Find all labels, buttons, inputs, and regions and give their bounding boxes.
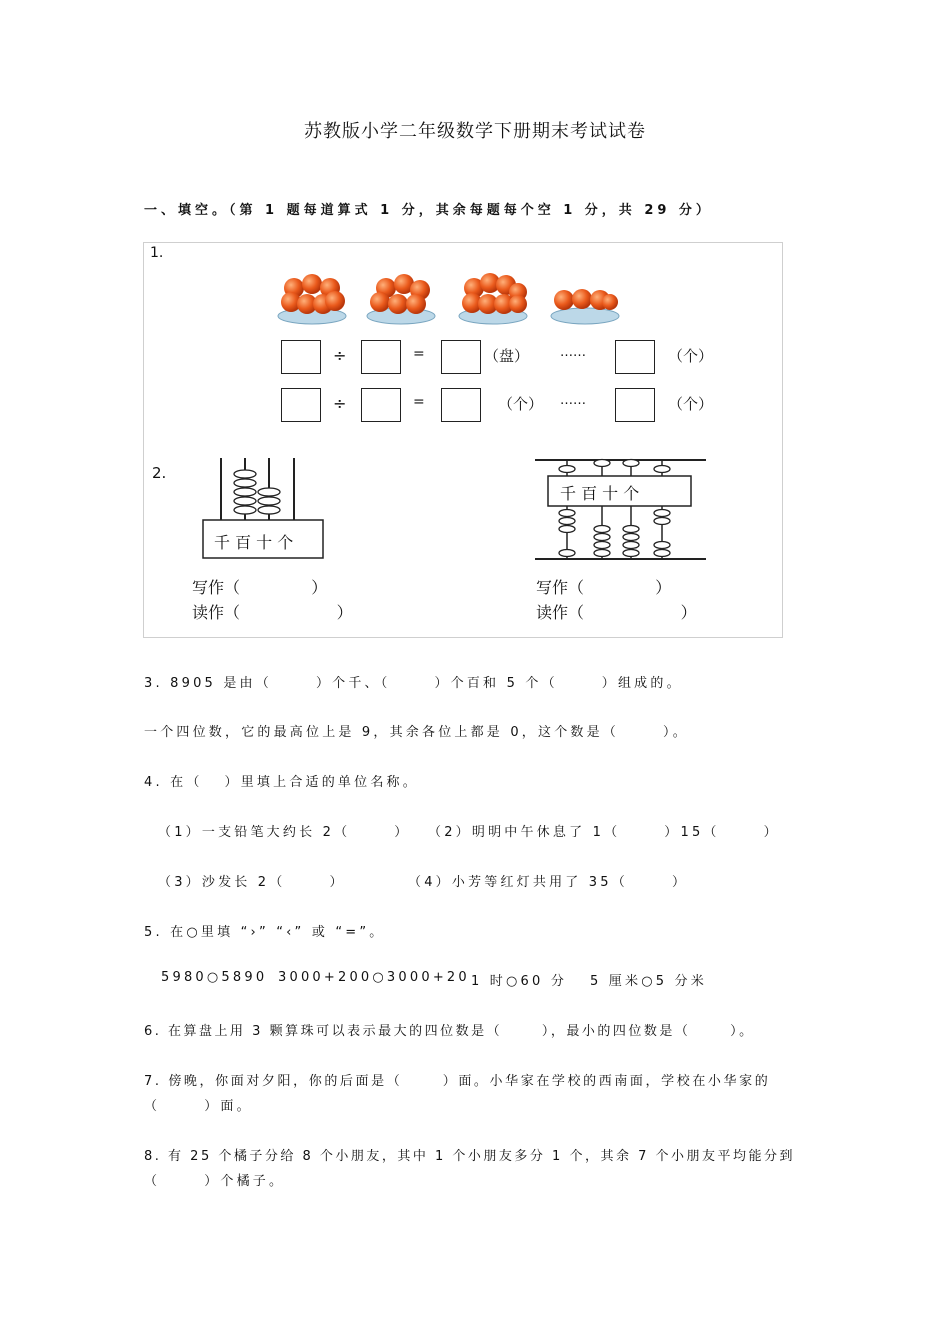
write-left: 写作（ ）	[192, 578, 328, 597]
plate-4	[551, 289, 619, 324]
section-heading: 一、填空。（第 1 题每道算式 1 分，其余每题每个空 1 分，共 29 分）	[144, 203, 713, 218]
answer-box-1d[interactable]	[615, 340, 655, 374]
abacus-right-label: 千 百 十 个	[560, 484, 640, 503]
remainder-dots: ……	[560, 345, 586, 360]
unit-label: （盘）	[484, 347, 530, 365]
question-5a: 5980○5890	[161, 970, 268, 985]
read-left: 读作（ ）	[192, 603, 353, 622]
question-4-3: （3）沙发长 2（ ）	[158, 875, 346, 890]
abacus-right	[533, 456, 713, 566]
question-4-2: （2）明明中午休息了 1（ ）15（ ）	[428, 825, 780, 840]
answer-box-1a[interactable]	[281, 340, 321, 374]
unit-label: （个）	[668, 395, 714, 413]
question-4: 4. 在（ ）里填上合适的单位名称。	[144, 775, 419, 790]
question-4-1: （1）一支铅笔大约长 2（ ）	[158, 825, 411, 840]
unit-label: （个）	[668, 347, 714, 365]
abacus-left-label: 千 百 十 个	[214, 533, 294, 552]
answer-box-2b[interactable]	[361, 388, 401, 422]
plate-2	[367, 274, 435, 324]
question-8b: （ ）个橘子。	[144, 1174, 286, 1189]
question-7b: （ ）面。	[144, 1099, 253, 1114]
equals-sign: =	[413, 346, 425, 362]
remainder-dots: ……	[560, 393, 586, 408]
write-right: 写作（ ）	[536, 578, 672, 597]
page-title: 苏教版小学二年级数学下册期末考试试卷	[304, 121, 646, 142]
unit-label: （个）	[498, 395, 544, 413]
plate-3	[459, 273, 527, 324]
question-6: 6. 在算盘上用 3 颗算珠可以表示最大的四位数是（ ），最小的四位数是（ ）。	[144, 1024, 755, 1039]
plate-1	[278, 274, 346, 324]
question-8a: 8. 有 25 个橘子分给 8 个小朋友，其中 1 个小朋友多分 1 个，其余 7 个小朋友平均能分到	[144, 1149, 795, 1164]
q1-number: 1.	[150, 245, 164, 261]
figure-box	[143, 242, 783, 638]
question-5c: 1 时○60 分	[471, 974, 568, 989]
answer-box-2d[interactable]	[615, 388, 655, 422]
question-5b: 3000+200○3000+20	[278, 970, 470, 985]
answer-box-2c[interactable]	[441, 388, 481, 422]
q2-number: 2.	[152, 464, 167, 482]
question-5d: 5 厘米○5 分米	[590, 974, 707, 989]
answer-box-1c[interactable]	[441, 340, 481, 374]
question-7a: 7. 傍晚，你面对夕阳，你的后面是（ ）面。小华家在学校的西南面，学校在小华家的	[144, 1074, 771, 1089]
question-3a: 3. 8905 是由（ ）个千、（ ）个百和 5 个（ ）组成的。	[144, 676, 683, 691]
divide-sign: ÷	[333, 346, 347, 365]
question-5: 5. 在○里填 “›” “‹” 或 “=”。	[144, 925, 386, 940]
divide-sign: ÷	[333, 394, 347, 413]
answer-box-1b[interactable]	[361, 340, 401, 374]
read-right: 读作（ ）	[536, 603, 697, 622]
answer-box-2a[interactable]	[281, 388, 321, 422]
question-3b: 一个四位数，它的最高位上是 9，其余各位上都是 0，这个数是（ ）。	[144, 725, 689, 740]
equals-sign: =	[413, 394, 425, 410]
question-4-4: （4）小芳等红灯共用了 35（ ）	[408, 875, 689, 890]
